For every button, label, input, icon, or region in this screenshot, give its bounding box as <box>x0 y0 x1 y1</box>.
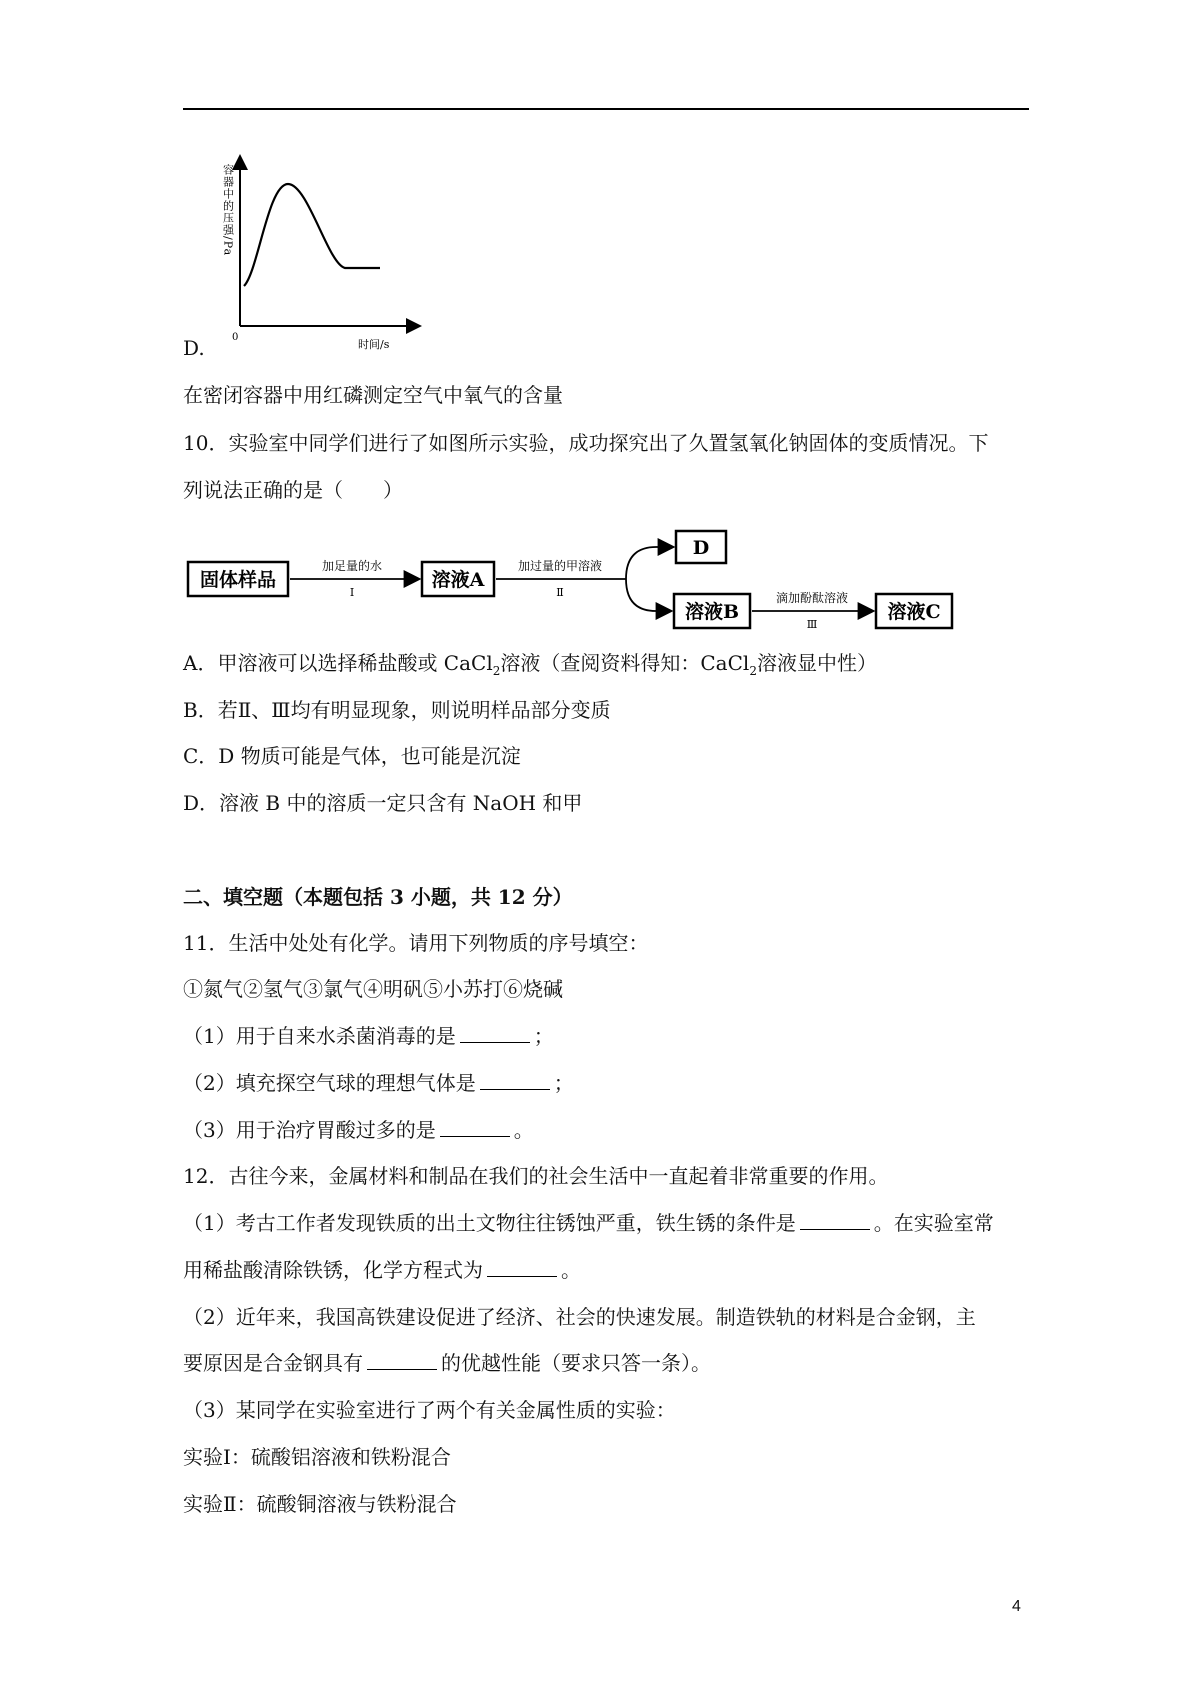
q11-part1: （1）用于自来水杀菌消毒的是 ； <box>183 1024 554 1048</box>
arrow-3-bottom: Ⅲ <box>806 618 818 631</box>
q11-substances: ①氮气②氢气③氯气④明矾⑤小苏打⑥烧碱 <box>183 977 563 1001</box>
q12-part1-line1: （1）考古工作者发现铁质的出土文物往往锈蚀严重，铁生锈的条件是 。在实验室常 <box>183 1211 994 1235</box>
flow-diagram <box>186 526 956 636</box>
q10-option-b: B．若Ⅱ、Ⅲ均有明显现象，则说明样品部分变质 <box>183 698 611 722</box>
q10-option-c: C．D 物质可能是气体，也可能是沉淀 <box>183 744 521 768</box>
q12-part2-line1: （2）近年来，我国高铁建设促进了经济、社会的快速发展。制造铁轨的材料是合金钢，主 <box>183 1305 976 1329</box>
box-solution-c-label: 溶液C <box>887 601 941 623</box>
q11-stem: 11．生活中处处有化学。请用下列物质的序号填空： <box>183 931 649 955</box>
box-solid-sample-label: 固体样品 <box>199 569 277 591</box>
graph-y-label: 容器中的压强/Pa <box>221 164 235 257</box>
answer-blank[interactable] <box>800 1209 870 1230</box>
answer-blank[interactable] <box>440 1116 510 1137</box>
arrow-3-top: 滴加酚酞溶液 <box>775 591 849 605</box>
answer-blank[interactable] <box>480 1069 550 1090</box>
q12-part3: （3）某同学在实验室进行了两个有关金属性质的实验： <box>183 1398 676 1422</box>
q12-part2-line2: 要原因是合金钢具有 的优越性能（要求只答一条）。 <box>183 1351 711 1375</box>
answer-blank[interactable] <box>487 1256 557 1277</box>
header-rule <box>183 108 1029 110</box>
arrow-2-bottom: Ⅱ <box>556 586 564 599</box>
section-2-heading: 二、填空题（本题包括 3 小题，共 12 分） <box>183 885 573 909</box>
arrow-1-top: 加足量的水 <box>321 559 383 573</box>
branch-arrow-d <box>626 547 672 579</box>
pressure-time-graph <box>210 150 425 350</box>
graph-origin: 0 <box>232 332 239 343</box>
option-d-label: D. <box>183 336 205 360</box>
q12-stem: 12．古往今来，金属材料和制品在我们的社会生活中一直起着非常重要的作用。 <box>183 1164 889 1188</box>
answer-blank[interactable] <box>367 1349 437 1370</box>
q10-option-a: A．甲溶液可以选择稀盐酸或 CaCl$_2$溶液（查阅资料得知：CaCl$_2$溶液显中性） <box>183 651 877 678</box>
q12-experiment-2: 实验Ⅱ：硫酸铜溶液与铁粉混合 <box>183 1492 457 1516</box>
q12-experiment-1: 实验Ⅰ：硫酸铝溶液和铁粉混合 <box>183 1445 451 1469</box>
graph-x-label: 时间/s <box>358 338 390 350</box>
q11-part3: （3）用于治疗胃酸过多的是 。 <box>183 1118 534 1142</box>
box-solution-b-label: 溶液B <box>684 601 740 623</box>
arrow-1-bottom: Ⅰ <box>349 586 355 599</box>
q10-stem-line1: 10．实验室中同学们进行了如图所示实验，成功探究出了久置氢氧化钠固体的变质情况。下 <box>183 431 989 455</box>
arrow-2-top: 加过量的甲溶液 <box>517 559 603 573</box>
q10-stem-line2: 列说法正确的是（ ） <box>183 478 403 502</box>
box-d-label: D <box>692 537 710 559</box>
q12-part1-line2: 用稀盐酸清除铁锈，化学方程式为 。 <box>183 1258 581 1282</box>
q11-part2: （2）填充探空气球的理想气体是 ； <box>183 1071 574 1095</box>
graph-caption: 在密闭容器中用红磷测定空气中氧气的含量 <box>183 383 563 407</box>
branch-arrow-b <box>626 579 670 611</box>
pressure-curve <box>244 184 380 286</box>
page-number: 4 <box>1012 1598 1021 1615</box>
answer-blank[interactable] <box>460 1022 530 1043</box>
q10-option-d: D．溶液 B 中的溶质一定只含有 NaOH 和甲 <box>183 791 583 815</box>
box-solution-a-label: 溶液A <box>431 569 485 591</box>
